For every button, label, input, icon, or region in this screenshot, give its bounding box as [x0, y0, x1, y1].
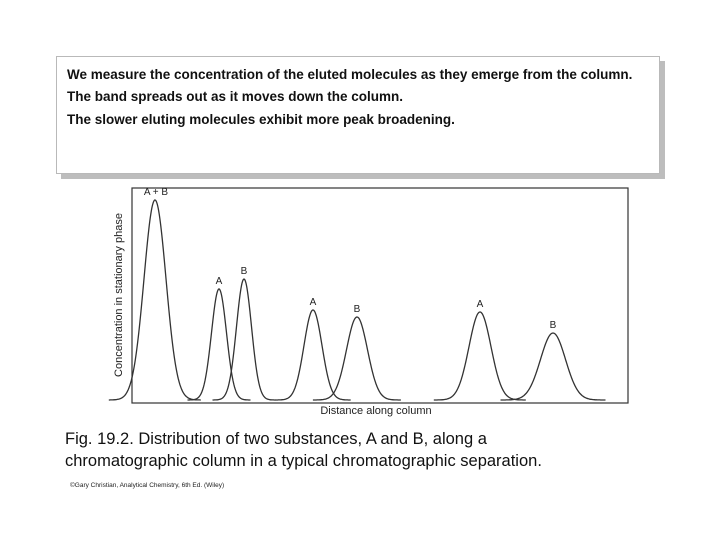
x-axis-label: Distance along column: [320, 405, 432, 417]
info-line-3: The slower eluting molecules exhibit more peak broadening.: [67, 112, 455, 127]
peak-label-7: B: [549, 320, 557, 331]
peak-label-6: A: [476, 299, 484, 310]
y-axis-label: Concentration in stationary phase: [113, 213, 125, 377]
info-line-1: We measure the concentration of the eluted molecules as they emerge from the column.: [67, 67, 633, 82]
peaks-layer: [109, 187, 606, 400]
peak-curve-4: [275, 310, 351, 400]
figure-caption: [65, 428, 542, 472]
peak-curve-2: [188, 289, 251, 400]
caption-line-2: chromatographic column in a typical chromatographic separation.: [65, 452, 542, 470]
info-line-2: The band spreads out as it moves down the column.: [67, 89, 404, 104]
peak-label-5: B: [353, 304, 361, 315]
copyright-credit: ©Gary Christian, Analytical Chemistry, 6th Ed. (Wiley): [70, 482, 225, 489]
peak-label-1: A + B: [143, 187, 169, 198]
peak-curve-5: [313, 317, 401, 400]
peak-label-3: B: [240, 266, 248, 277]
caption-line-1: Fig. 19.2. Distribution of two substances, A and B, along a: [65, 430, 487, 448]
peak-curve-6: [434, 312, 526, 400]
peak-label-4: A: [309, 297, 317, 308]
peak-label-2: A: [215, 276, 223, 287]
peak-curve-7: [501, 333, 606, 400]
